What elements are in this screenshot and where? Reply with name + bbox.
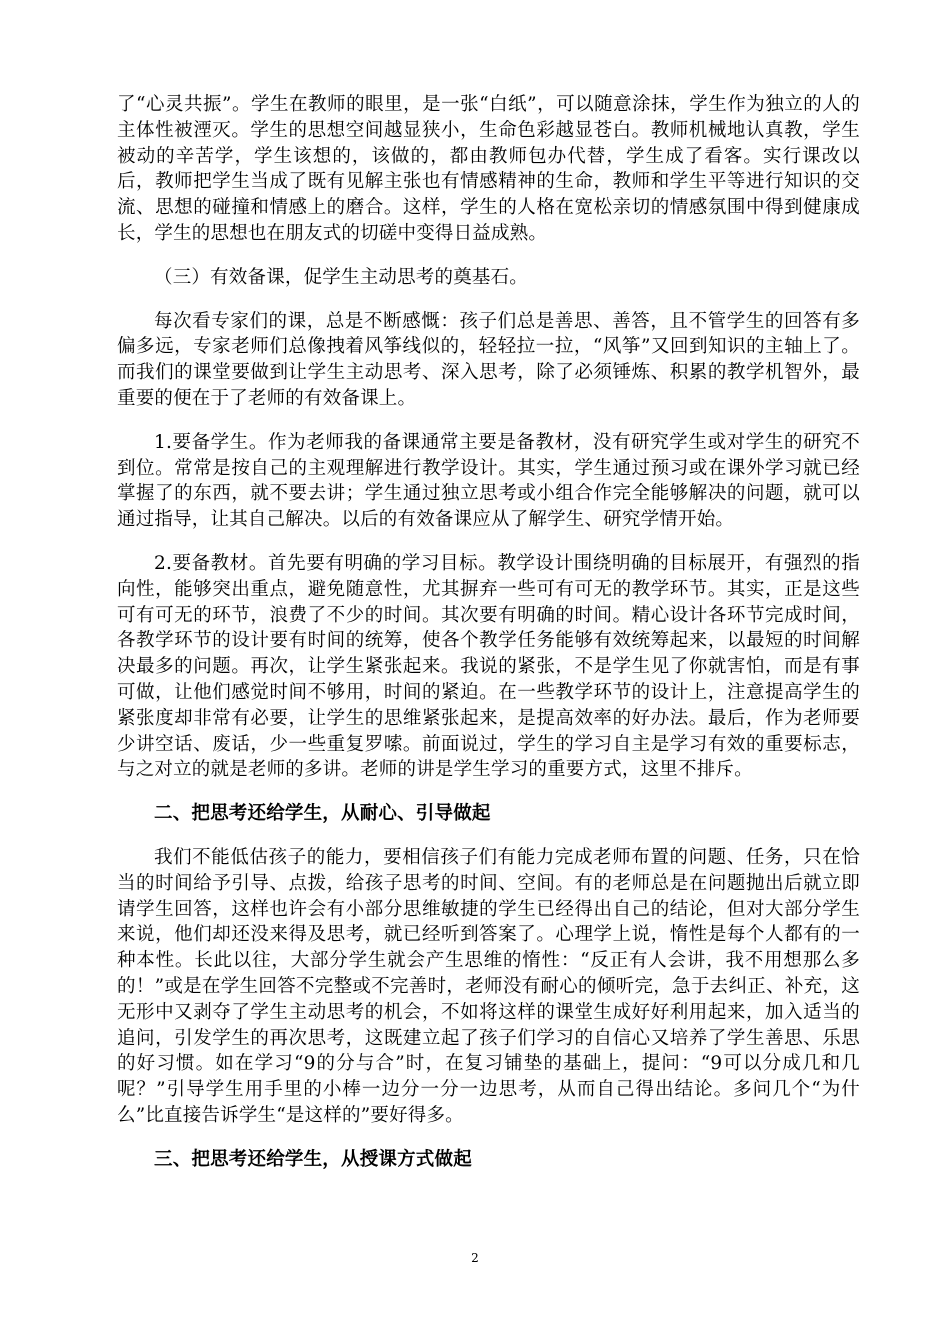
subheading-effective-lesson-prep: （三）有效备课，促学生主动思考的奠基石。 bbox=[154, 266, 529, 288]
paragraph-prepare-students: 1.要备学生。作为老师我的备课通常主要是备教材，没有研究学生或对学生的研究不到位。常常是按自己的主观理解进行教学设计。其实，学生通过预习或在课外学习就已经掌握了的东西，就不要去讲；学生通过独立思考或小组合作完全能够解决的问题，就可以通过指导，让其自己解决。以后的有效备课应从了解学生、研究学情开始。 bbox=[117, 431, 860, 531]
section-heading-teaching-method: 三、把思考还给学生，从授课方式做起 bbox=[154, 1148, 472, 1170]
section-heading-patience-guidance: 二、把思考还给学生，从耐心、引导做起 bbox=[154, 803, 491, 825]
document-body bbox=[117, 92, 860, 1190]
paragraph-heart-resonance: 了“心灵共振”。学生在教师的眼里，是一张“白纸”，可以随意涂抹，学生作为独立的人的主体性被湮灭。学生的思想空间越显狭小，生命色彩越显苍白。教师机械地认真教，学生被动的辛苦学，学生该想的，该做的，都由教师包办代替，学生成了看客。实行课改以后，教师把学生当成了既有见解主张也有情感精神的生命，教师和学生平等进行知识的交流、思想的碰撞和情感上的磨合。这样，学生的人格在宽松亲切的情感氛围中得到健康成长，学生的思想也在朋友式的切磋中变得日益成熟。 bbox=[117, 94, 860, 244]
paragraph-expert-lessons: 每次看专家们的课，总是不断感慨：孩子们总是善思、善答，且不管学生的回答有多偏多远，专家老师们总像拽着风筝线似的，轻轻拉一拉，“风筝”又回到知识的主轴上了。而我们的课堂要做到让学生主动思考、深入思考，除了必须锤炼、积累的教学机智外，最重要的便在于了老师的有效备课上。 bbox=[117, 310, 860, 409]
page-number: 2 bbox=[471, 1251, 479, 1265]
paragraph-children-ability: 我们不能低估孩子的能力，要相信孩子们有能力完成老师布置的问题、任务，只在恰当的时间给予引导、点拨，给孩子思考的时间、空间。有的老师总是在问题抛出后就立即请学生回答，这样也许会有小部分思维敏捷的学生已经得出自己的结论，但对大部分学生来说，他们却还没来得及思考，就已经听到答案了。心理学上说，惰性是每个人都有的一种本性。长此以往，大部分学生就会产生思维的惰性：“反正有人会讲，我不用想那么多的！”或是在学生回答不完整或不完善时，老师没有耐心的倾听完，急于去纠正、补充，这无形中又剥夺了学生主动思考的机会，不如将这样的课堂生成好好利用起来，加入适当的追问，引发学生的再次思考，这既建立起了孩子们学习的自信心又培养了学生善思、乐思的好习惯。如在学习“9的分与合”时，在复习铺垫的基础上，提问：“9可以分成几和几呢？”引导学生用手里的小棒一边分一分一边思考，从而自己得出结论。多问几个“为什么”比直接告诉学生“是这样的”要好得多。 bbox=[117, 846, 860, 1126]
paragraph-prepare-materials: 2.要备教材。首先要有明确的学习目标。教学设计围绕明确的目标展开，有强烈的指向性，能够突出重点，避免随意性，尤其摒弃一些可有可无的教学环节。其实，正是这些可有可无的环节，浪费了不少的时间。其次要有明确的时间。精心设计各环节完成时间，各教学环节的设计要有时间的统筹，使各个教学任务能够有效统筹起来，以最短的时间解决最多的问题。再次，让学生紧张起来。我说的紧张，不是学生见了你就害怕，而是有事可做，让他们感觉时间不够用，时间的紧迫。在一些教学环节的设计上，注意提高学生的紧张度却非常有必要，让学生的思维紧张起来，是提高效率的好办法。最后，作为老师要少讲空话、废话，少一些重复罗嗦。前面说过，学生的学习自主是学习有效的重要标志，与之对立的就是老师的多讲。老师的讲是学生学习的重要方式，这里不排斥。 bbox=[117, 552, 860, 781]
